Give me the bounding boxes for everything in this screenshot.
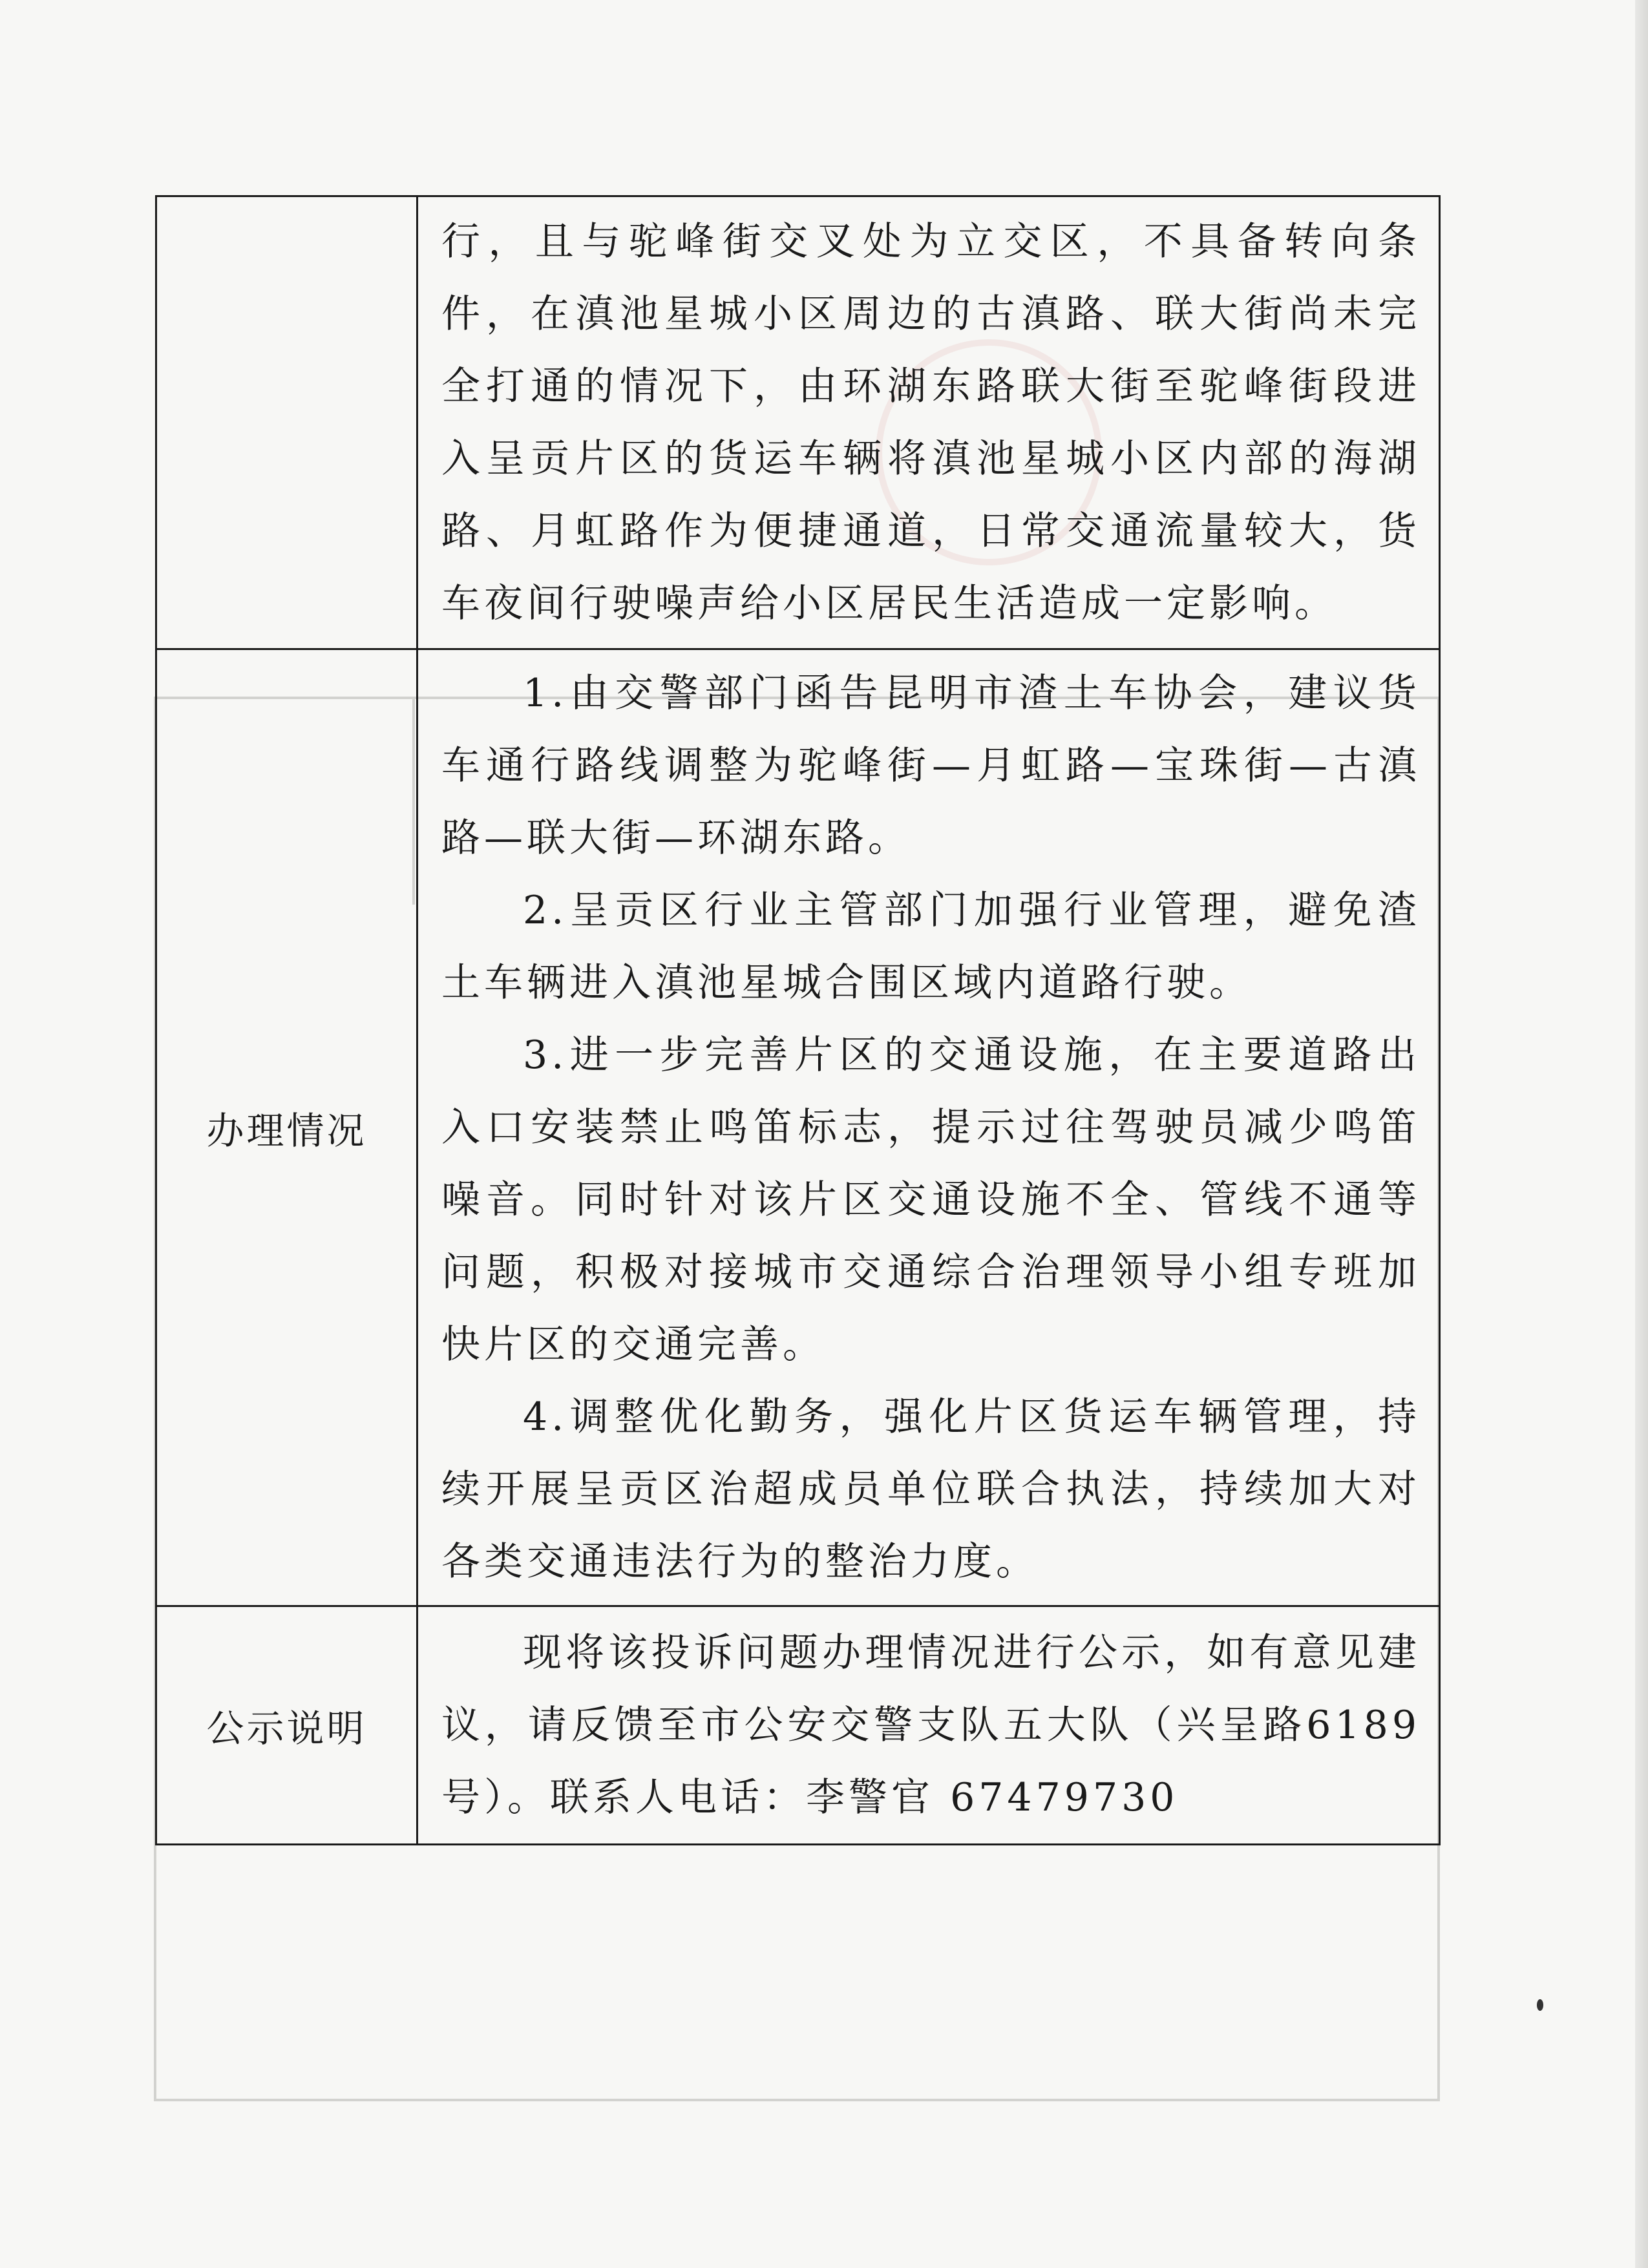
- table-row-continuation: [156, 196, 1440, 649]
- continuation-content-cell: [417, 196, 1440, 649]
- continuation-text: 行，且与驼峰街交叉处为立交区，不具备转向条件，在滇池星城小区周边的古滇路、联大街尚未完全打通的情况下，由环湖东路联大街至驼峰街段进入呈贡片区的货运车辆将滇池星城小区内部的海湖路、月虹路作为便捷通道，日常交通流量较大，货车夜间行驶噪声给小区居民生活造成一定影响。: [441, 219, 1421, 626]
- handling-label-cell: [156, 649, 417, 1606]
- handling-item-1: 1.由交警部门函告昆明市渣土车协会，建议货车通行路线调整为驼峰街—月虹路—宝珠街—古滇路—联大街—环湖东路。: [441, 671, 1421, 861]
- notice-text: 现将该投诉问题办理情况进行公示，如有意见建议，请反馈至市公安交警支队五大队（兴呈路6189号）。联系人电话：李警官 67479730: [441, 1630, 1421, 1820]
- ink-speck: [1537, 1999, 1543, 2011]
- table-row-notice: [156, 1606, 1440, 1845]
- handling-content-cell: [417, 649, 1440, 1606]
- table-row-handling: [156, 649, 1440, 1606]
- notice-label-cell: [156, 1606, 417, 1845]
- document-table: [155, 195, 1441, 1845]
- scan-edge: [1635, 0, 1648, 2268]
- notice-label: 公示说明: [206, 1706, 367, 1750]
- continuation-label-cell: [156, 196, 417, 649]
- handling-item-4: 4.调整优化勤务，强化片区货运车辆管理，持续开展呈贡区治超成员单位联合执法，持续加大对各类交通违法行为的整治力度。: [441, 1394, 1421, 1584]
- notice-content-cell: [417, 1606, 1440, 1845]
- handling-item-2: 2.呈贡区行业主管部门加强行业管理，避免渣土车辆进入滇池星城合围区域内道路行驶。: [441, 888, 1421, 1005]
- handling-label: 办理情况: [206, 1109, 367, 1153]
- handling-item-3: 3.进一步完善片区的交通设施，在主要道路出入口安装禁止鸣笛标志，提示过往驾驶员减少鸣笛噪音。同时针对该片区交通设施不全、管线不通等问题，积极对接城市交通综合治理领导小组专班加快片区的交通完善。: [441, 1033, 1421, 1367]
